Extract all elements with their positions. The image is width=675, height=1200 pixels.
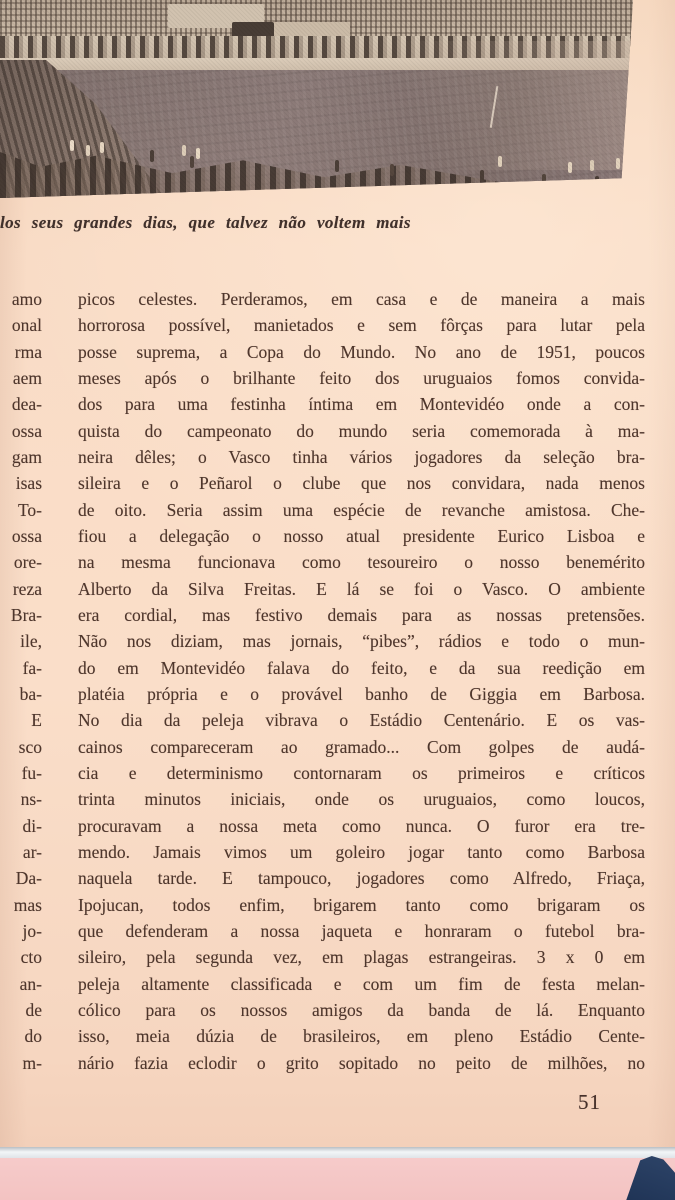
fragment-line: jo- bbox=[22, 920, 42, 941]
fragment-line: ile, bbox=[20, 631, 42, 652]
body-text-line: que defenderam a nossa jaqueta e honraram o futebol bra- bbox=[78, 920, 645, 941]
body-text-line: nário fazia eclodir o grito sopitado no peito de milhões, no bbox=[78, 1052, 645, 1073]
body-text-line: trinta minutos iniciais, onde os uruguaios, como loucos, bbox=[78, 789, 645, 810]
fragment-line: Da- bbox=[15, 868, 42, 889]
fragment-line: de bbox=[25, 999, 42, 1020]
pink-surface-below-page bbox=[0, 1158, 675, 1200]
body-text-line: No dia da peleja vibrava o Estádio Centenário. E os vas- bbox=[78, 710, 645, 731]
body-text-line: mendo. Jamais vimos um goleiro jogar tanto como Barbosa bbox=[78, 841, 645, 862]
body-text-line: cainos compareceram ao gramado... Com golpes de audá- bbox=[78, 736, 645, 757]
fragment-line: an- bbox=[19, 973, 42, 994]
fragment-line: isas bbox=[15, 473, 42, 494]
body-text-line: Ipojucan, todos enfim, brigarem tanto como brigaram os bbox=[78, 894, 645, 915]
fragment-line: fa- bbox=[22, 657, 42, 678]
fragment-line: reza bbox=[12, 578, 42, 599]
body-text-line: posse suprema, a Copa do Mundo. No ano de 1951, poucos bbox=[78, 341, 645, 362]
body-text-line: meses após o brilhante feito dos uruguaios fomos convida- bbox=[78, 367, 645, 388]
photo-sepia-tone-overlay bbox=[0, 0, 633, 198]
left-column-cut-fragments bbox=[0, 286, 42, 1076]
fragment-line: onal bbox=[11, 315, 42, 336]
body-text-line: dos para uma festinha íntima em Montevidéo onde a con- bbox=[78, 394, 645, 415]
fragment-line: ossa bbox=[11, 420, 42, 441]
fragment-line: E bbox=[31, 710, 42, 731]
body-text-line: Alberto da Silva Freitas. E lá se foi o Vasco. O ambiente bbox=[78, 578, 645, 599]
body-text-line: sileira e o Peñarol o clube que nos convidara, nada menos bbox=[78, 473, 645, 494]
body-text-line: isso, meia dúzia de brasileiros, em pleno Estádio Cente- bbox=[78, 1026, 645, 1047]
fragment-line: ns- bbox=[20, 789, 42, 810]
fragment-line: sco bbox=[18, 736, 42, 757]
body-text-line: de oito. Seria assim uma espécie de revanche amistosa. Che- bbox=[78, 499, 645, 520]
body-text-line: era cordial, mas festivo demais para as nossas pretensões. bbox=[78, 604, 645, 625]
body-text-line: horrorosa possível, manietados e sem fôrças para lutar pela bbox=[78, 315, 645, 336]
photo-caption: los seus grandes dias, que talvez não voltem mais bbox=[0, 213, 411, 232]
fragment-line: mas bbox=[13, 894, 42, 915]
fragment-line: fu- bbox=[21, 762, 42, 783]
fragment-line: cto bbox=[20, 947, 42, 968]
body-text-line: cia e determinismo contornaram os primeiros e críticos bbox=[78, 762, 645, 783]
page-number: 51 bbox=[578, 1090, 601, 1114]
body-text-line: quista do campeonato do mundo seria comemorada à ma- bbox=[78, 420, 645, 441]
body-text-line: neira dêles; o Vasco tinha vários jogadores da seleção bra- bbox=[78, 446, 645, 467]
stadium-photograph bbox=[0, 0, 633, 198]
body-text-line: sileiro, pela segunda vez, em plagas estrangeiras. 3 x 0 em bbox=[78, 947, 645, 968]
fragment-line: Bra- bbox=[10, 604, 42, 625]
body-text-line: procuravam a nossa meta como nunca. O furor era tre- bbox=[78, 815, 645, 836]
body-text-line: picos celestes. Perderamos, em casa e de maneira a mais bbox=[78, 289, 645, 309]
body-text-line: naquela tarde. E tampouco, jogadores como Alfredo, Friaça, bbox=[78, 868, 645, 889]
fragment-line: dea- bbox=[11, 394, 42, 415]
body-text-line: platéia própria e o provável banho de Giggia em Barbosa. bbox=[78, 683, 645, 704]
table-edge-strip bbox=[0, 1147, 675, 1158]
body-text-line: Não nos diziam, mas jornais, “pibes”, rádios e todo o mun- bbox=[78, 631, 645, 652]
body-text-line: do em Montevidéo falava do feito, e da sua reedição em bbox=[78, 657, 645, 678]
fragment-line: rma bbox=[14, 341, 42, 362]
fragment-line: aem bbox=[12, 367, 42, 388]
fragment-line: di- bbox=[22, 815, 42, 836]
fragment-line: ba- bbox=[19, 683, 42, 704]
fragment-line: m- bbox=[22, 1052, 42, 1073]
fragment-line: To- bbox=[17, 499, 42, 520]
fragment-line: do bbox=[24, 1026, 42, 1047]
fragment-line: ossa bbox=[11, 525, 42, 546]
body-text-line: na mesma funcionava como tesoureiro o nosso benemérito bbox=[78, 552, 645, 573]
body-text-column bbox=[78, 286, 645, 1076]
fragment-line: amo bbox=[11, 289, 42, 309]
fragment-line: ar- bbox=[22, 841, 42, 862]
body-text-line: cólico para os nossos amigos da banda de lá. Enquanto bbox=[78, 999, 645, 1020]
fragment-line: ore- bbox=[13, 552, 42, 573]
fragment-line: gam bbox=[11, 446, 42, 467]
body-text-line: peleja altamente classificada e com um fim de festa melan- bbox=[78, 973, 645, 994]
body-text-line: fiou a delegação o nosso atual presidente Eurico Lisboa e bbox=[78, 525, 645, 546]
